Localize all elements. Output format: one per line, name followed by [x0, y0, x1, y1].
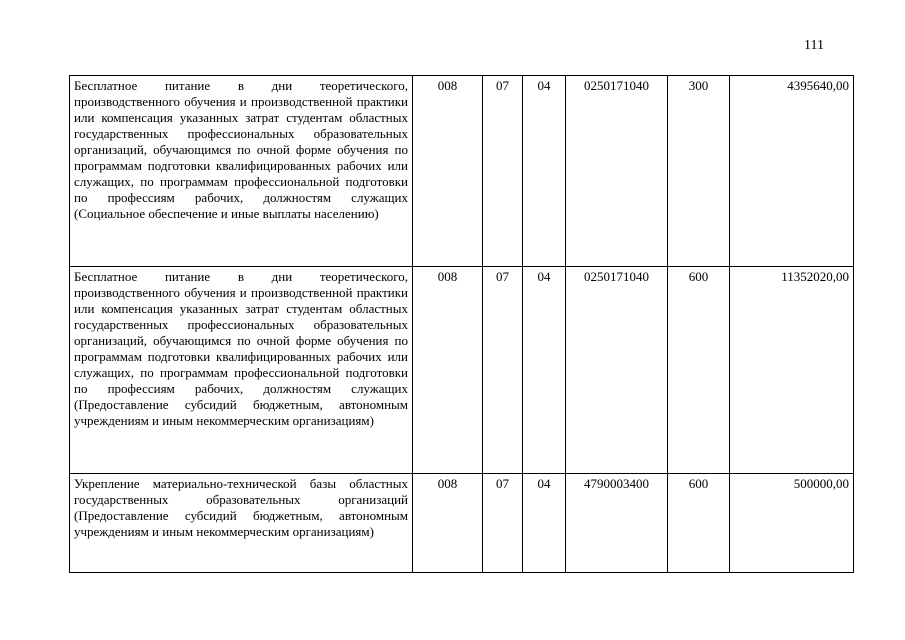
row-section-code: 07: [483, 76, 523, 267]
row-ministry-code: 008: [413, 474, 483, 573]
row-description: Укрепление материально-технической базы областных государственных образовательных организаций (Предоставление субсидий бюджетным, автономным учреждениям и иным некоммерческим организациям): [70, 474, 413, 573]
row-target-code: 0250171040: [566, 267, 668, 474]
row-target-code: 0250171040: [566, 76, 668, 267]
row-subsection-code: 04: [523, 76, 566, 267]
row-description: Бесплатное питание в дни теоретического, производственного обучения и производственной практики или компенсация указанных затрат студентам областных государственных профессиональных образовательных организаций, обучающимся по очной форме обучения по программам подготовки квалифицированных рабочих или служащих, по программам профессиональной подготовки по профессиям рабочих, должностям служащих (Социальное обеспечение и иные выплаты населению): [70, 76, 413, 267]
page-number: 111: [804, 38, 824, 53]
row-expense-type-code: 300: [668, 76, 730, 267]
row-expense-type-code: 600: [668, 474, 730, 573]
row-amount: 500000,00: [730, 474, 854, 573]
row-subsection-code: 04: [523, 474, 566, 573]
budget-table: [69, 75, 854, 573]
row-target-code: 4790003400: [566, 474, 668, 573]
row-section-code: 07: [483, 474, 523, 573]
row-ministry-code: 008: [413, 76, 483, 267]
row-section-code: 07: [483, 267, 523, 474]
row-subsection-code: 04: [523, 267, 566, 474]
row-amount: 4395640,00: [730, 76, 854, 267]
row-description: Бесплатное питание в дни теоретического, производственного обучения и производственной практики или компенсация указанных затрат студентам областных государственных профессиональных образовательных организаций, обучающимся по очной форме обучения по программам подготовки квалифицированных рабочих или служащих, по программам профессиональной подготовки по профессиям рабочих, должностям служащих (Предоставление субсидий бюджетным, автономным учреждениям и иным некоммерческим организациям): [70, 267, 413, 474]
row-ministry-code: 008: [413, 267, 483, 474]
table-row: [70, 76, 854, 267]
row-amount: 11352020,00: [730, 267, 854, 474]
table-row: [70, 267, 854, 474]
row-expense-type-code: 600: [668, 267, 730, 474]
table-row: [70, 474, 854, 573]
